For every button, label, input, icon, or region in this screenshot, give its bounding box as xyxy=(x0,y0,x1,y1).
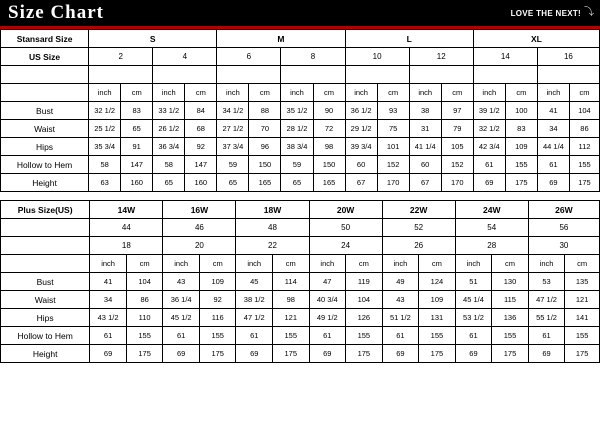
hollow-value-4: 59 xyxy=(217,156,249,174)
plus-bust-value-1: 104 xyxy=(126,273,163,291)
table-row-bust xyxy=(1,102,600,120)
plus-row3-value-4: 26 xyxy=(382,237,455,255)
plus-hollow-value-4: 61 xyxy=(236,327,273,345)
plus-hips-value-5: 121 xyxy=(273,309,310,327)
hollow-value-0: 58 xyxy=(89,156,121,174)
standard-table-body xyxy=(1,30,600,192)
empty-cell xyxy=(217,66,281,84)
plus-hips-value-12: 55 1/2 xyxy=(528,309,565,327)
plus-waist-value-7: 104 xyxy=(346,291,383,309)
plus-measure-label-waist: Waist xyxy=(1,291,90,309)
plus-hips-value-9: 131 xyxy=(419,309,456,327)
hollow-value-8: 60 xyxy=(345,156,377,174)
plus-bust-value-13: 135 xyxy=(565,273,600,291)
unit-inch-6: inch xyxy=(473,84,505,102)
table-row-height xyxy=(1,174,600,192)
plus-unit-inch-3: inch xyxy=(309,255,346,273)
plus-waist-value-11: 115 xyxy=(492,291,529,309)
waist-value-3: 68 xyxy=(185,120,217,138)
letter-size-xl: XL xyxy=(473,30,599,48)
measure-label-hollow-to-hem: Hollow to Hem xyxy=(1,156,89,174)
plus-waist-value-2: 36 1/4 xyxy=(163,291,200,309)
waist-value-13: 83 xyxy=(505,120,537,138)
plus-unit-inch-0: inch xyxy=(90,255,127,273)
standard-size-table xyxy=(0,29,600,192)
us-size-2: 6 xyxy=(217,48,281,66)
table-row-plus-height xyxy=(1,345,600,363)
waist-value-1: 65 xyxy=(121,120,153,138)
plus-height-value-7: 175 xyxy=(346,345,383,363)
unit-cm-4: cm xyxy=(377,84,409,102)
bust-value-8: 36 1/2 xyxy=(345,102,377,120)
plus-unit-inch-5: inch xyxy=(455,255,492,273)
unit-cm-0: cm xyxy=(121,84,153,102)
unit-inch-0: inch xyxy=(89,84,121,102)
hips-value-3: 92 xyxy=(185,138,217,156)
plus-unit-inch-1: inch xyxy=(163,255,200,273)
waist-value-11: 79 xyxy=(441,120,473,138)
page-title: Size Chart xyxy=(8,2,105,23)
plus-row3-value-5: 28 xyxy=(455,237,528,255)
plus-row3-value-0: 18 xyxy=(90,237,163,255)
hips-value-13: 109 xyxy=(505,138,537,156)
height-value-1: 160 xyxy=(121,174,153,192)
waist-value-0: 25 1/2 xyxy=(89,120,121,138)
height-value-0: 63 xyxy=(89,174,121,192)
plus-size-4: 22W xyxy=(382,201,455,219)
bust-value-12: 39 1/2 xyxy=(473,102,505,120)
height-value-8: 67 xyxy=(345,174,377,192)
plus-height-value-11: 175 xyxy=(492,345,529,363)
unit-cm-5: cm xyxy=(441,84,473,102)
unit-cm-3: cm xyxy=(313,84,345,102)
plus-hips-value-0: 43 1/2 xyxy=(90,309,127,327)
plus-hips-value-2: 45 1/2 xyxy=(163,309,200,327)
letter-size-l: L xyxy=(345,30,473,48)
hips-value-0: 35 3/4 xyxy=(89,138,121,156)
plus-table-body xyxy=(1,201,600,363)
bust-value-1: 83 xyxy=(121,102,153,120)
plus-row3-value-6: 30 xyxy=(528,237,599,255)
plus-waist-value-12: 47 1/2 xyxy=(528,291,565,309)
plus-height-value-3: 175 xyxy=(199,345,236,363)
measure-label-waist: Waist xyxy=(1,120,89,138)
plus-unit-cm-6: cm xyxy=(565,255,600,273)
empty-cell xyxy=(89,66,153,84)
hollow-value-15: 155 xyxy=(569,156,599,174)
waist-value-15: 86 xyxy=(569,120,599,138)
empty-cell xyxy=(537,66,599,84)
height-value-15: 175 xyxy=(569,174,599,192)
letter-size-m: M xyxy=(217,30,345,48)
bust-value-14: 41 xyxy=(537,102,569,120)
hips-value-15: 112 xyxy=(569,138,599,156)
plus-hollow-value-1: 155 xyxy=(126,327,163,345)
empty-cell xyxy=(1,66,89,84)
plus-height-value-4: 69 xyxy=(236,345,273,363)
bust-value-6: 35 1/2 xyxy=(281,102,313,120)
empty-cell xyxy=(281,66,345,84)
hips-value-7: 98 xyxy=(313,138,345,156)
plus-unit-cm-3: cm xyxy=(346,255,383,273)
hips-value-2: 36 3/4 xyxy=(153,138,185,156)
unit-cm-6: cm xyxy=(505,84,537,102)
plus-row3-value-1: 20 xyxy=(163,237,236,255)
height-value-5: 165 xyxy=(249,174,281,192)
plus-hips-value-4: 47 1/2 xyxy=(236,309,273,327)
row-label-standard-size: Stansard Size xyxy=(1,30,89,48)
unit-inch-2: inch xyxy=(217,84,249,102)
unit-inch-7: inch xyxy=(537,84,569,102)
promo-label: LOVE THE NEXT! xyxy=(510,8,581,18)
plus-measure-label-hips: Hips xyxy=(1,309,90,327)
waist-value-7: 72 xyxy=(313,120,345,138)
hips-value-4: 37 3/4 xyxy=(217,138,249,156)
bust-value-11: 97 xyxy=(441,102,473,120)
plus-row2-value-0: 44 xyxy=(90,219,163,237)
table-row-plus-waist xyxy=(1,291,600,309)
hips-value-9: 101 xyxy=(377,138,409,156)
height-value-7: 165 xyxy=(313,174,345,192)
plus-height-value-12: 69 xyxy=(528,345,565,363)
table-row-plus-units xyxy=(1,255,600,273)
us-size-6: 14 xyxy=(473,48,537,66)
bust-value-5: 88 xyxy=(249,102,281,120)
plus-hollow-value-8: 61 xyxy=(382,327,419,345)
plus-row3-label xyxy=(1,237,90,255)
plus-waist-value-0: 34 xyxy=(90,291,127,309)
us-size-5: 12 xyxy=(409,48,473,66)
plus-hollow-value-5: 155 xyxy=(273,327,310,345)
hollow-value-1: 147 xyxy=(121,156,153,174)
table-row-plus-sizes xyxy=(1,201,600,219)
plus-height-value-2: 69 xyxy=(163,345,200,363)
bust-value-7: 90 xyxy=(313,102,345,120)
measure-label-height: Height xyxy=(1,174,89,192)
table-row-hips xyxy=(1,138,600,156)
unit-inch-1: inch xyxy=(153,84,185,102)
plus-size-5: 24W xyxy=(455,201,528,219)
plus-row2-value-1: 46 xyxy=(163,219,236,237)
height-value-9: 170 xyxy=(377,174,409,192)
bust-value-15: 104 xyxy=(569,102,599,120)
plus-height-value-10: 69 xyxy=(455,345,492,363)
hips-value-11: 105 xyxy=(441,138,473,156)
bust-value-4: 34 1/2 xyxy=(217,102,249,120)
empty-cell xyxy=(473,66,537,84)
waist-value-8: 29 1/2 xyxy=(345,120,377,138)
plus-waist-value-3: 92 xyxy=(199,291,236,309)
plus-row2-value-3: 50 xyxy=(309,219,382,237)
table-row-plus-hips xyxy=(1,309,600,327)
hollow-value-14: 61 xyxy=(537,156,569,174)
plus-waist-value-4: 38 1/2 xyxy=(236,291,273,309)
plus-waist-value-9: 109 xyxy=(419,291,456,309)
height-value-4: 65 xyxy=(217,174,249,192)
plus-bust-value-10: 51 xyxy=(455,273,492,291)
plus-bust-value-8: 49 xyxy=(382,273,419,291)
plus-unit-inch-2: inch xyxy=(236,255,273,273)
plus-hips-value-13: 141 xyxy=(565,309,600,327)
arrow-down-icon: ⤵ xyxy=(584,7,594,18)
bust-value-0: 32 1/2 xyxy=(89,102,121,120)
plus-bust-value-3: 109 xyxy=(199,273,236,291)
plus-hips-value-7: 126 xyxy=(346,309,383,327)
waist-value-9: 75 xyxy=(377,120,409,138)
unit-inch-4: inch xyxy=(345,84,377,102)
plus-hips-value-3: 116 xyxy=(199,309,236,327)
unit-cm-7: cm xyxy=(569,84,599,102)
plus-height-value-0: 69 xyxy=(90,345,127,363)
plus-bust-value-6: 47 xyxy=(309,273,346,291)
height-value-11: 170 xyxy=(441,174,473,192)
plus-unit-cm-1: cm xyxy=(199,255,236,273)
plus-bust-value-12: 53 xyxy=(528,273,565,291)
us-size-7: 16 xyxy=(537,48,599,66)
plus-bust-value-4: 45 xyxy=(236,273,273,291)
us-size-0: 2 xyxy=(89,48,153,66)
plus-bust-value-2: 43 xyxy=(163,273,200,291)
hollow-value-10: 60 xyxy=(409,156,441,174)
unit-cm-1: cm xyxy=(185,84,217,102)
plus-height-value-13: 175 xyxy=(565,345,600,363)
height-value-12: 69 xyxy=(473,174,505,192)
header-promo xyxy=(511,8,594,18)
hips-value-12: 42 3/4 xyxy=(473,138,505,156)
measure-label-bust: Bust xyxy=(1,102,89,120)
plus-waist-value-6: 40 3/4 xyxy=(309,291,346,309)
plus-bust-value-9: 124 xyxy=(419,273,456,291)
plus-waist-value-5: 98 xyxy=(273,291,310,309)
unit-cm-2: cm xyxy=(249,84,281,102)
plus-bust-value-0: 41 xyxy=(90,273,127,291)
table-row-us-sizes xyxy=(1,48,600,66)
hollow-value-5: 150 xyxy=(249,156,281,174)
table-row-plus-hollow-to-hem xyxy=(1,327,600,345)
table-row-waist xyxy=(1,120,600,138)
plus-row2-value-4: 52 xyxy=(382,219,455,237)
plus-hollow-value-7: 155 xyxy=(346,327,383,345)
height-value-10: 67 xyxy=(409,174,441,192)
waist-value-10: 31 xyxy=(409,120,441,138)
waist-value-6: 28 1/2 xyxy=(281,120,313,138)
waist-value-12: 32 1/2 xyxy=(473,120,505,138)
plus-hips-value-6: 49 1/2 xyxy=(309,309,346,327)
plus-measure-label-bust: Bust xyxy=(1,273,90,291)
plus-hollow-value-12: 61 xyxy=(528,327,565,345)
us-size-3: 8 xyxy=(281,48,345,66)
plus-measure-label-hollow-to-hem: Hollow to Hem xyxy=(1,327,90,345)
table-row-hollow-to-hem xyxy=(1,156,600,174)
plus-hollow-value-11: 155 xyxy=(492,327,529,345)
plus-unit-inch-6: inch xyxy=(528,255,565,273)
waist-value-14: 34 xyxy=(537,120,569,138)
plus-size-3: 20W xyxy=(309,201,382,219)
empty-cell xyxy=(409,66,473,84)
waist-value-4: 27 1/2 xyxy=(217,120,249,138)
plus-unit-cm-2: cm xyxy=(273,255,310,273)
plus-row2-value-2: 48 xyxy=(236,219,309,237)
plus-waist-value-13: 121 xyxy=(565,291,600,309)
waist-value-5: 70 xyxy=(249,120,281,138)
table-row-plus-eu-sizes xyxy=(1,219,600,237)
hollow-value-13: 155 xyxy=(505,156,537,174)
bust-value-9: 93 xyxy=(377,102,409,120)
plus-bust-value-11: 130 xyxy=(492,273,529,291)
plus-height-value-9: 175 xyxy=(419,345,456,363)
plus-unit-inch-4: inch xyxy=(382,255,419,273)
us-size-4: 10 xyxy=(345,48,409,66)
empty-cell xyxy=(345,66,409,84)
plus-row2-value-5: 54 xyxy=(455,219,528,237)
table-row-units xyxy=(1,84,600,102)
plus-waist-value-8: 43 xyxy=(382,291,419,309)
plus-height-value-6: 69 xyxy=(309,345,346,363)
hollow-value-7: 150 xyxy=(313,156,345,174)
plus-waist-value-1: 86 xyxy=(126,291,163,309)
hips-value-8: 39 3/4 xyxy=(345,138,377,156)
plus-hollow-value-13: 155 xyxy=(565,327,600,345)
hollow-value-2: 58 xyxy=(153,156,185,174)
plus-row3-value-2: 22 xyxy=(236,237,309,255)
plus-measure-label-height: Height xyxy=(1,345,90,363)
table-row-plus-uk-sizes xyxy=(1,237,600,255)
height-value-14: 69 xyxy=(537,174,569,192)
plus-hollow-value-9: 155 xyxy=(419,327,456,345)
plus-size-6: 26W xyxy=(528,201,599,219)
hollow-value-6: 59 xyxy=(281,156,313,174)
plus-hollow-value-10: 61 xyxy=(455,327,492,345)
plus-bust-value-7: 119 xyxy=(346,273,383,291)
height-value-2: 65 xyxy=(153,174,185,192)
letter-size-s: S xyxy=(89,30,217,48)
hips-value-14: 44 1/4 xyxy=(537,138,569,156)
plus-unit-cm-0: cm xyxy=(126,255,163,273)
plus-size-2: 18W xyxy=(236,201,309,219)
plus-height-value-1: 175 xyxy=(126,345,163,363)
height-value-6: 65 xyxy=(281,174,313,192)
plus-height-value-5: 175 xyxy=(273,345,310,363)
row-label-us-size: US Size xyxy=(1,48,89,66)
hips-value-10: 41 1/4 xyxy=(409,138,441,156)
hips-value-6: 38 3/4 xyxy=(281,138,313,156)
us-size-1: 4 xyxy=(153,48,217,66)
bust-value-13: 100 xyxy=(505,102,537,120)
unit-inch-5: inch xyxy=(409,84,441,102)
bust-value-3: 84 xyxy=(185,102,217,120)
page-header xyxy=(0,0,600,26)
hollow-value-9: 152 xyxy=(377,156,409,174)
plus-waist-value-10: 45 1/4 xyxy=(455,291,492,309)
plus-row3-value-3: 24 xyxy=(309,237,382,255)
plus-hollow-value-0: 61 xyxy=(90,327,127,345)
table-row-letter-sizes xyxy=(1,30,600,48)
unit-inch-3: inch xyxy=(281,84,313,102)
plus-row2-value-6: 56 xyxy=(528,219,599,237)
plus-bust-value-5: 114 xyxy=(273,273,310,291)
table-spacer xyxy=(0,192,600,200)
hollow-value-11: 152 xyxy=(441,156,473,174)
bust-value-2: 33 1/2 xyxy=(153,102,185,120)
plus-hips-value-8: 51 1/2 xyxy=(382,309,419,327)
plus-hollow-value-3: 155 xyxy=(199,327,236,345)
plus-unit-cm-4: cm xyxy=(419,255,456,273)
plus-size-table xyxy=(0,200,600,363)
row-label-plus-size: Plus Size(US) xyxy=(1,201,90,219)
units-row-label xyxy=(1,84,89,102)
plus-hollow-value-2: 61 xyxy=(163,327,200,345)
plus-unit-cm-5: cm xyxy=(492,255,529,273)
plus-row2-label xyxy=(1,219,90,237)
height-value-3: 160 xyxy=(185,174,217,192)
bust-value-10: 38 xyxy=(409,102,441,120)
plus-units-row-label xyxy=(1,255,90,273)
empty-cell xyxy=(153,66,217,84)
hips-value-5: 96 xyxy=(249,138,281,156)
measure-label-hips: Hips xyxy=(1,138,89,156)
hips-value-1: 91 xyxy=(121,138,153,156)
plus-height-value-8: 69 xyxy=(382,345,419,363)
hollow-value-12: 61 xyxy=(473,156,505,174)
plus-size-0: 14W xyxy=(90,201,163,219)
hollow-value-3: 147 xyxy=(185,156,217,174)
waist-value-2: 26 1/2 xyxy=(153,120,185,138)
height-value-13: 175 xyxy=(505,174,537,192)
plus-hips-value-1: 110 xyxy=(126,309,163,327)
table-row-empty-1 xyxy=(1,66,600,84)
plus-hips-value-10: 53 1/2 xyxy=(455,309,492,327)
table-row-plus-bust xyxy=(1,273,600,291)
plus-hips-value-11: 136 xyxy=(492,309,529,327)
plus-size-1: 16W xyxy=(163,201,236,219)
plus-hollow-value-6: 61 xyxy=(309,327,346,345)
